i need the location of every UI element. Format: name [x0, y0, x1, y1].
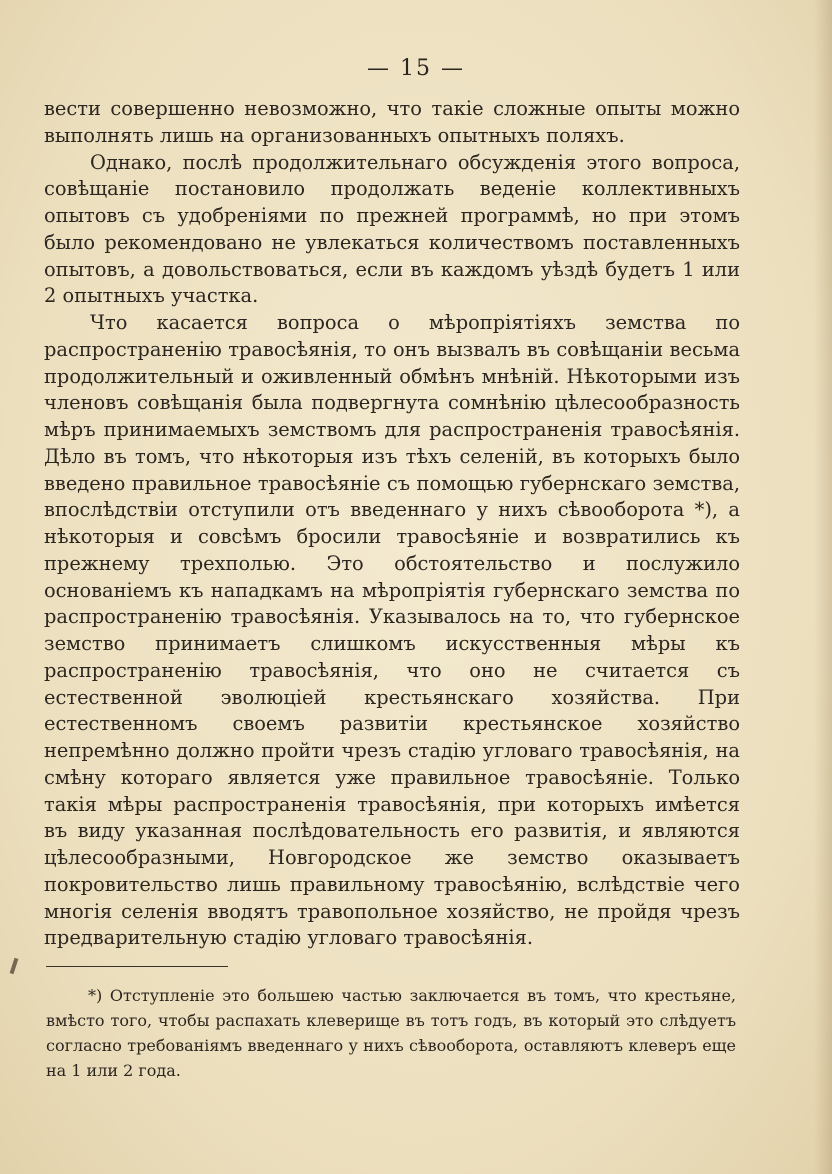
paragraph-continuation: вести совершенно невозможно, что такіе сложные опыты можно выполнять лишь на организованныхъ опытныхъ поляхъ.: [44, 97, 740, 147]
page-edge-shadow: [814, 0, 832, 1174]
paragraph-meeting-decision: Однако, послѣ продолжительнаго обсужденія этого вопроса, совѣщаніе постановило продолжать веденіе коллективныхъ опытовъ съ удобреніями по прежней программѣ, но при этомъ было рекомендовано не увлекаться количествомъ поставленныхъ опытовъ, а довольствоваться, если въ каждомъ уѣздѣ будетъ 1 или 2 опытныхъ участка.: [44, 150, 740, 308]
main-text: [44, 96, 740, 952]
footnote-text: *) Отступленіе это большею частью заключается въ томъ, что крестьяне, вмѣсто того, чтобы распахать клеверище въ тотъ годъ, въ который это слѣдуетъ согласно требованіямъ введеннаго у нихъ сѣвооборота, оставляютъ клеверъ еще на 1 или 2 года.: [46, 986, 736, 1080]
paragraph-grass-sowing: Что касается вопроса о мѣропріятіяхъ земства по распространенію травосѣянія, то онъ вызвалъ въ совѣщаніи весьма продолжительный и оживленный обмѣнъ мнѣній. Нѣкоторыми изъ членовъ совѣщанія была подвергнута сомнѣнію цѣлесообразность мѣръ принимаемыхъ земствомъ для распространенія травосѣянія. Дѣло въ томъ, что нѣкоторыя изъ тѣхъ селеній, въ которыхъ было введено правильное травосѣяніе съ помощью губернскаго земства, впослѣдствіи отступили отъ введеннаго у нихъ сѣвооборота *), а нѣкоторыя и совсѣмъ бросили травосѣяніе и возвратились къ прежнему трехполью. Это обстоятельство и послужило основаніемъ къ нападкамъ на мѣропріятія губернскаго земства по распространенію травосѣянія. Указывалось на то, что губернское земство принимаетъ слишкомъ искусственныя мѣры къ распространенію травосѣянія, что оно не считается съ естественной эволюціей крестьянскаго хозяйства. При естественномъ своемъ развитіи крестьянское хозяйство непремѣнно должно пройти чрезъ стадію угловаго травосѣянія, на смѣну котораго является уже правильное травосѣяніе. Только такія мѣры распространенія травосѣянія, при которыхъ имѣется въ виду указанная послѣдовательность его развитія, и являются цѣлесообразными, Новгородское же земство оказываетъ покровительство лишь правильному травосѣянію, вслѣдствіе чего многія селенія вводятъ травопольное хозяйство, не пройдя чрезъ предварительную стадію угловаго травосѣянія.: [44, 311, 740, 950]
margin-pencil-mark: [10, 958, 19, 974]
footnote: [46, 983, 736, 1083]
footnote-divider: [46, 966, 228, 967]
page-number: — 15 —: [367, 56, 465, 81]
